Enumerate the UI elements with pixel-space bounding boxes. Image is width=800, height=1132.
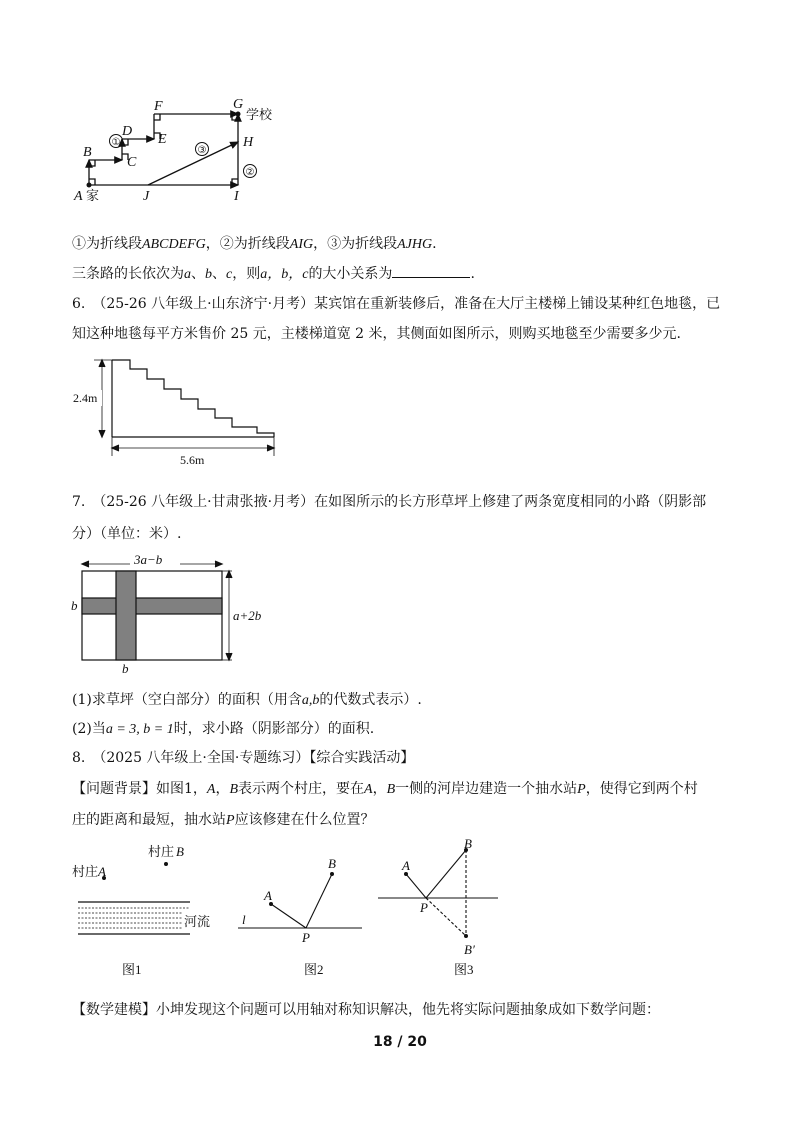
- route-label-f: F: [154, 99, 163, 114]
- lawn-bottom-label: b: [122, 661, 129, 676]
- q7-line-1: 7. （25-26 八年级上·甘肃张掖·月考）在如图所示的长方形草坪上修建了两条宽度相同的小路（阴影部: [72, 494, 707, 510]
- fig3-caption: 图3: [454, 962, 474, 977]
- route-label-d: D: [122, 124, 133, 139]
- fig2-label-a: A: [264, 888, 272, 903]
- route-label-c: C: [127, 155, 137, 170]
- stairs-figure: [70, 352, 285, 470]
- fig1-label-a: A: [98, 864, 106, 879]
- lawn-top-label: 3a−b: [134, 552, 163, 567]
- route-label-a: A: [74, 189, 83, 204]
- route-label-h: H: [243, 135, 254, 150]
- q7-part-2: (2)当a = 3, b = 1时，求小路（阴影部分）的面积.: [72, 721, 375, 737]
- fig3-label-a: A: [402, 858, 410, 873]
- route-home-label: 家: [86, 188, 100, 203]
- q6-line-1: 6. （25-26 八年级上·山东济宁·月考）某宾馆在重新装修后，准备在大厅主楼梯上铺设某种红色地毯，已: [72, 296, 721, 312]
- route-text-line-1: ①为折线段ABCDEFG，②为折线段AIG，③为折线段AJHG.: [72, 236, 437, 252]
- q7-line-2: 分）（单位：米）.: [72, 526, 182, 542]
- route-text-line-2: 三条路的长依次为a、b、c，则a，b，c的大小关系为 .: [72, 263, 475, 285]
- route-figure: [70, 92, 300, 212]
- fig2-label-p: P: [302, 930, 310, 945]
- fig1-village-b: 村庄: [148, 844, 175, 859]
- fig3-label-bprime: B′: [464, 942, 475, 957]
- route-label-g: G: [233, 97, 244, 112]
- stairs-height-label: 2.4m: [73, 391, 98, 405]
- river-figures: [66, 836, 516, 982]
- route-label-b: B: [83, 145, 92, 160]
- route-school-label: 学校: [246, 107, 273, 122]
- fig2-caption: 图2: [304, 962, 324, 977]
- stairs-width-label: 5.6m: [180, 453, 205, 467]
- q8-model-line: 【数学建模】小坤发现这个问题可以用轴对称知识解决，他先将实际问题抽象成如下数学问题：: [72, 1002, 660, 1018]
- lawn-left-label: b: [71, 598, 78, 613]
- route-circled-1: ①: [111, 137, 121, 148]
- page-number: 18 / 20: [373, 1034, 427, 1050]
- q6-line-2: 知这种地毯每平方米售价 25 元，主楼梯道宽 2 米，其侧面如图所示，则购买地毯至少需要多少元.: [72, 326, 681, 342]
- fig2-label-b: B: [328, 856, 336, 871]
- route-circled-2: ②: [245, 167, 255, 178]
- fig1-caption: 图1: [122, 962, 142, 977]
- q8-line-2: 【问题背景】如图1，A，B表示两个村庄，要在A，B一侧的河岸边建造一个抽水站P，使得它到两个村: [72, 781, 698, 797]
- route-label-e: E: [158, 132, 167, 147]
- fig1-village-a: 村庄: [72, 864, 99, 879]
- q7-part-1: (1)求草坪（空白部分）的面积（用含a,b的代数式表示）.: [72, 692, 422, 708]
- fig1-label-b: B: [176, 844, 184, 859]
- route-label-j: J: [143, 189, 150, 204]
- lawn-figure: [66, 548, 286, 680]
- q8-line-3: 庄的距离和最短，抽水站P应该修建在什么位置？: [72, 812, 375, 828]
- fig3-label-p: P: [420, 900, 428, 915]
- fig2-label-l: l: [242, 912, 246, 927]
- fig3-label-b: B: [464, 836, 472, 851]
- q8-line-1: 8. （2025 八年级上·全国·专题练习）【综合实践活动】: [72, 750, 415, 766]
- fig1-river-label: 河流: [184, 914, 211, 929]
- route-circled-3: ③: [197, 145, 207, 156]
- route-label-i: I: [234, 189, 239, 204]
- answer-blank: [392, 263, 470, 278]
- lawn-right-label: a+2b: [233, 608, 262, 623]
